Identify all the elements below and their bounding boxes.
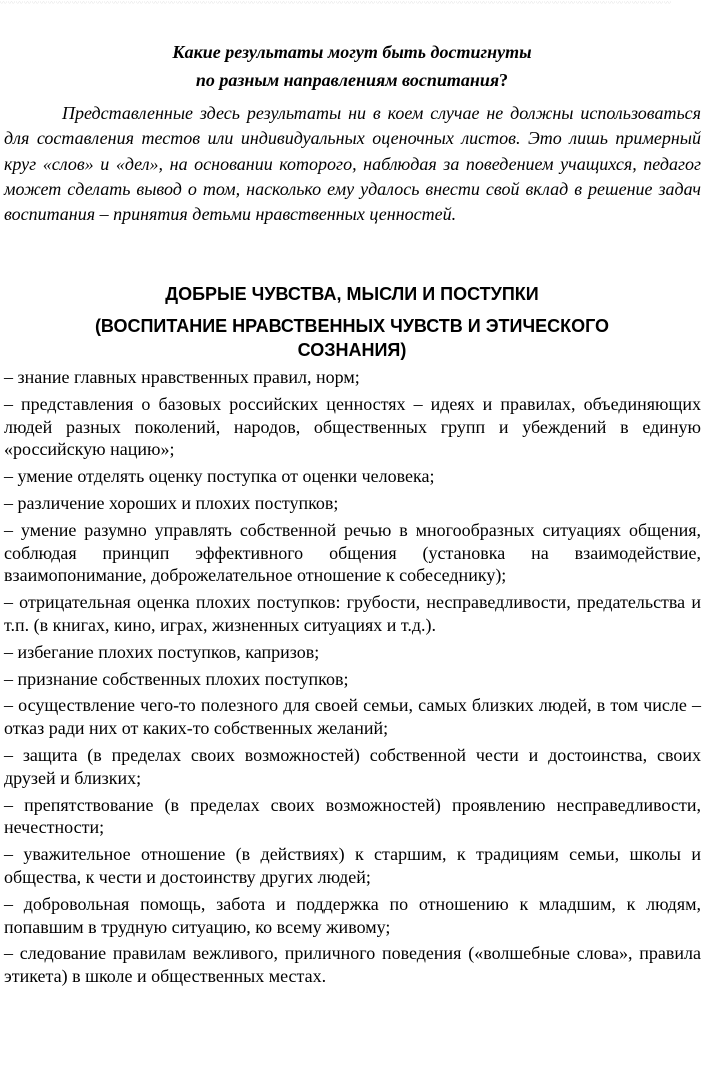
list-item: – представления о базовых российских ценностях – идеях и правилах, объединяющих людей разных поколений, народов, общественных групп и убеждений в единую «российскую нацию»; <box>4 393 701 460</box>
section-heading: ДОБРЫЕ ЧУВСТВА, МЫСЛИ И ПОСТУПКИ <box>165 284 539 304</box>
list-item: – препятствование (в пределах своих возможностей) проявлению несправедливости, нечестности; <box>4 794 701 838</box>
document-title-line-1: Какие результаты могут быть достигнуты <box>172 42 532 62</box>
list-item: – знание главных нравственных правил, норм; <box>4 367 360 387</box>
list-item: – признание собственных плохих поступков; <box>4 668 349 689</box>
list-item: – осуществление чего-то полезного для своей семьи, самых близких людей, в том числе – отказ ради них от каких-то собственных желаний; <box>4 695 701 739</box>
list-item: – добровольная помощь, забота и поддержка по отношению к младшим, к людям, попавшим в трудную ситуацию, ко всему живому; <box>4 893 701 937</box>
section-subheading: (ВОСПИТАНИЕ НРАВСТВЕННЫХ ЧУВСТВ И ЭТИЧЕСКОГО СОЗНАНИЯ) <box>94 316 610 360</box>
list-item: – уважительное отношение (в действиях) к старшим, к традициям семьи, школы и общества, к чести и достоинству других людей; <box>4 844 701 887</box>
intro-paragraph: Представленные здесь результаты ни в коем случае не должны использоваться для составления тестов или индивидуальных оценочных листов. Это лишь примерный круг «слов» и «дел», на основании которого, наблюдая за поведением учащихся, педагог может сделать вывод о том, насколько ему удалось внести свой вклад в решение задач воспитания – принятия детьми нравственных ценностей. <box>4 103 701 225</box>
document-title-question-mark: ? <box>499 70 509 90</box>
list-item: – защита (в пределах своих возможностей) собственной чести и достоинства, своих друзей и близких; <box>4 744 701 788</box>
list-item: – умение отделять оценку поступка от оценки человека; <box>4 466 435 487</box>
list-item: – избегание плохих поступков, капризов; <box>4 641 320 662</box>
list-item: – следование правилам вежливого, приличного поведения («волшебные слова», правила этикета) в школе и общественных местах. <box>4 943 701 987</box>
document-title-line-2-text: по разным направлениям воспитания <box>195 70 500 90</box>
list-item: – отрицательная оценка плохих поступков: грубости, несправедливости, предательства и т.п. (в книгах, кино, играх, жизненных ситуациях и т.д.). <box>4 592 701 635</box>
results-list <box>4 366 701 992</box>
list-item: – различение хороших и плохих поступков; <box>4 492 339 513</box>
top-watermark-strip: 〰〰〰〰〰〰〰〰〰〰〰〰〰〰〰〰〰〰〰〰〰〰〰〰〰〰〰〰〰〰〰〰〰〰〰〰〰〰〰〰〰〰〰〰〰〰〰〰〰〰〰〰〰〰〰〰〰〰〰〰〰〰〰〰〰〰〰〰〰〰〰〰〰〰〰〰〰〰〰〰〰〰〰〰 <box>0 0 672 6</box>
list-item: – умение разумно управлять собственной речью в многообразных ситуациях общения, соблюдая принцип эффективного общения (установка на взаимодействие, взаимопонимание, доброжелательное отношение к собеседнику); <box>4 519 701 586</box>
document-title-line-2 <box>0 68 704 92</box>
